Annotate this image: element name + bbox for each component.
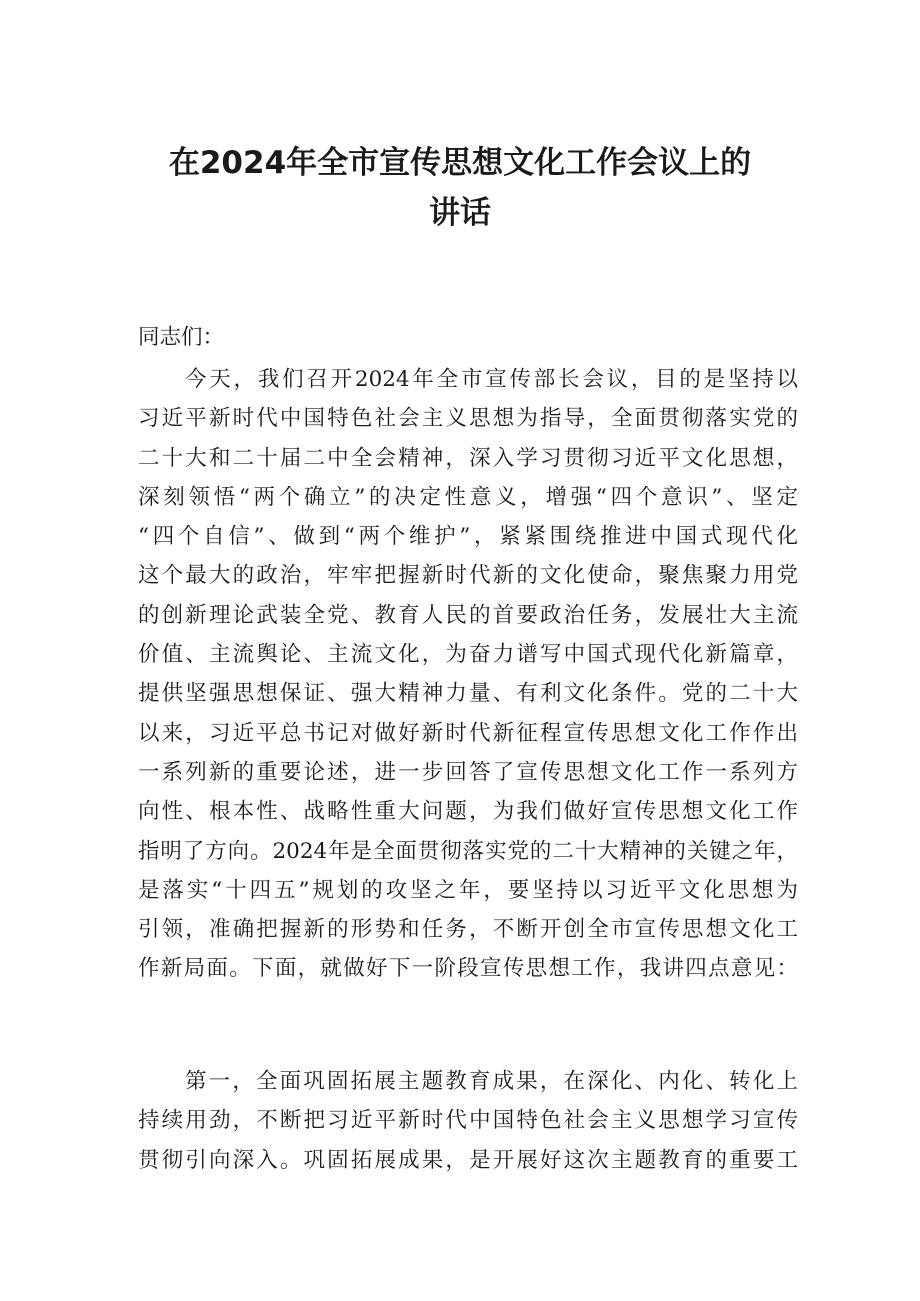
paragraph-line: “四个自信”、做到“两个维护”，紧紧围绕推进中国式现代化 — [138, 524, 798, 550]
paragraph-line: 的创新理论武装全党、教育人民的首要政治任务，发展壮大主流 — [138, 602, 798, 628]
paragraph-line: 这个最大的政治，牢牢把握新时代新的文化使命，聚焦聚力用党 — [138, 563, 798, 589]
paragraph-line: 提供坚强思想保证、强大精神力量、有利文化条件。党的二十大 — [138, 681, 798, 707]
paragraph-line: 今天，我们召开2024年全市宣传部长会议，目的是坚持以 — [185, 367, 798, 392]
paragraph-line: 贯彻引向深入。巩固拓展成果，是开展好这次主题教育的重要工 — [138, 1147, 798, 1173]
paragraph-2 — [138, 1062, 798, 1180]
paragraph-line: 习近平新时代中国特色社会主义思想为指导，全面贯彻落实党的 — [138, 406, 798, 432]
paragraph-line: 价值、主流舆论、主流文化，为奋力谱写中国式现代化新篇章， — [138, 642, 798, 668]
salutation — [138, 318, 798, 357]
paragraph-line: 指明了方向。2024年是全面贯彻落实党的二十大精神的关键之年， — [138, 838, 798, 864]
paragraph-line: 深刻领悟“两个确立”的决定性意义，增强“四个意识”、坚定 — [138, 484, 798, 510]
document-title-line-1: 在2024年全市宣传思想文化工作会议上的 — [168, 145, 752, 181]
paragraph-line: 持续用劲，不断把习近平新时代中国特色社会主义思想学习宣传 — [138, 1108, 798, 1134]
paragraph-1 — [138, 360, 798, 989]
document-title-line-2: 讲话 — [429, 195, 491, 231]
paragraph-line: 引领，准确把握新的形势和任务，不断开创全市宣传思想文化工 — [138, 917, 798, 943]
paragraph-line: 第一，全面巩固拓展主题教育成果，在深化、内化、转化上 — [185, 1069, 798, 1094]
paragraph-line: 是落实“十四五”规划的攻坚之年，要坚持以习近平文化思想为 — [138, 877, 798, 903]
paragraph-line: 向性、根本性、战略性重大问题，为我们做好宣传思想文化工作 — [138, 799, 798, 825]
paragraph-line: 作新局面。下面，就做好下一阶段宣传思想工作，我讲四点意见： — [138, 956, 798, 982]
paragraph-line: 二十大和二十届二中全会精神，深入学习贯彻习近平文化思想， — [138, 445, 798, 471]
paragraph-line: 以来，习近平总书记对做好新时代新征程宣传思想文化工作作出 — [138, 720, 798, 746]
salutation-text: 同志们： — [138, 325, 225, 350]
paragraph-line: 一系列新的重要论述，进一步回答了宣传思想文化工作一系列方 — [138, 759, 798, 785]
